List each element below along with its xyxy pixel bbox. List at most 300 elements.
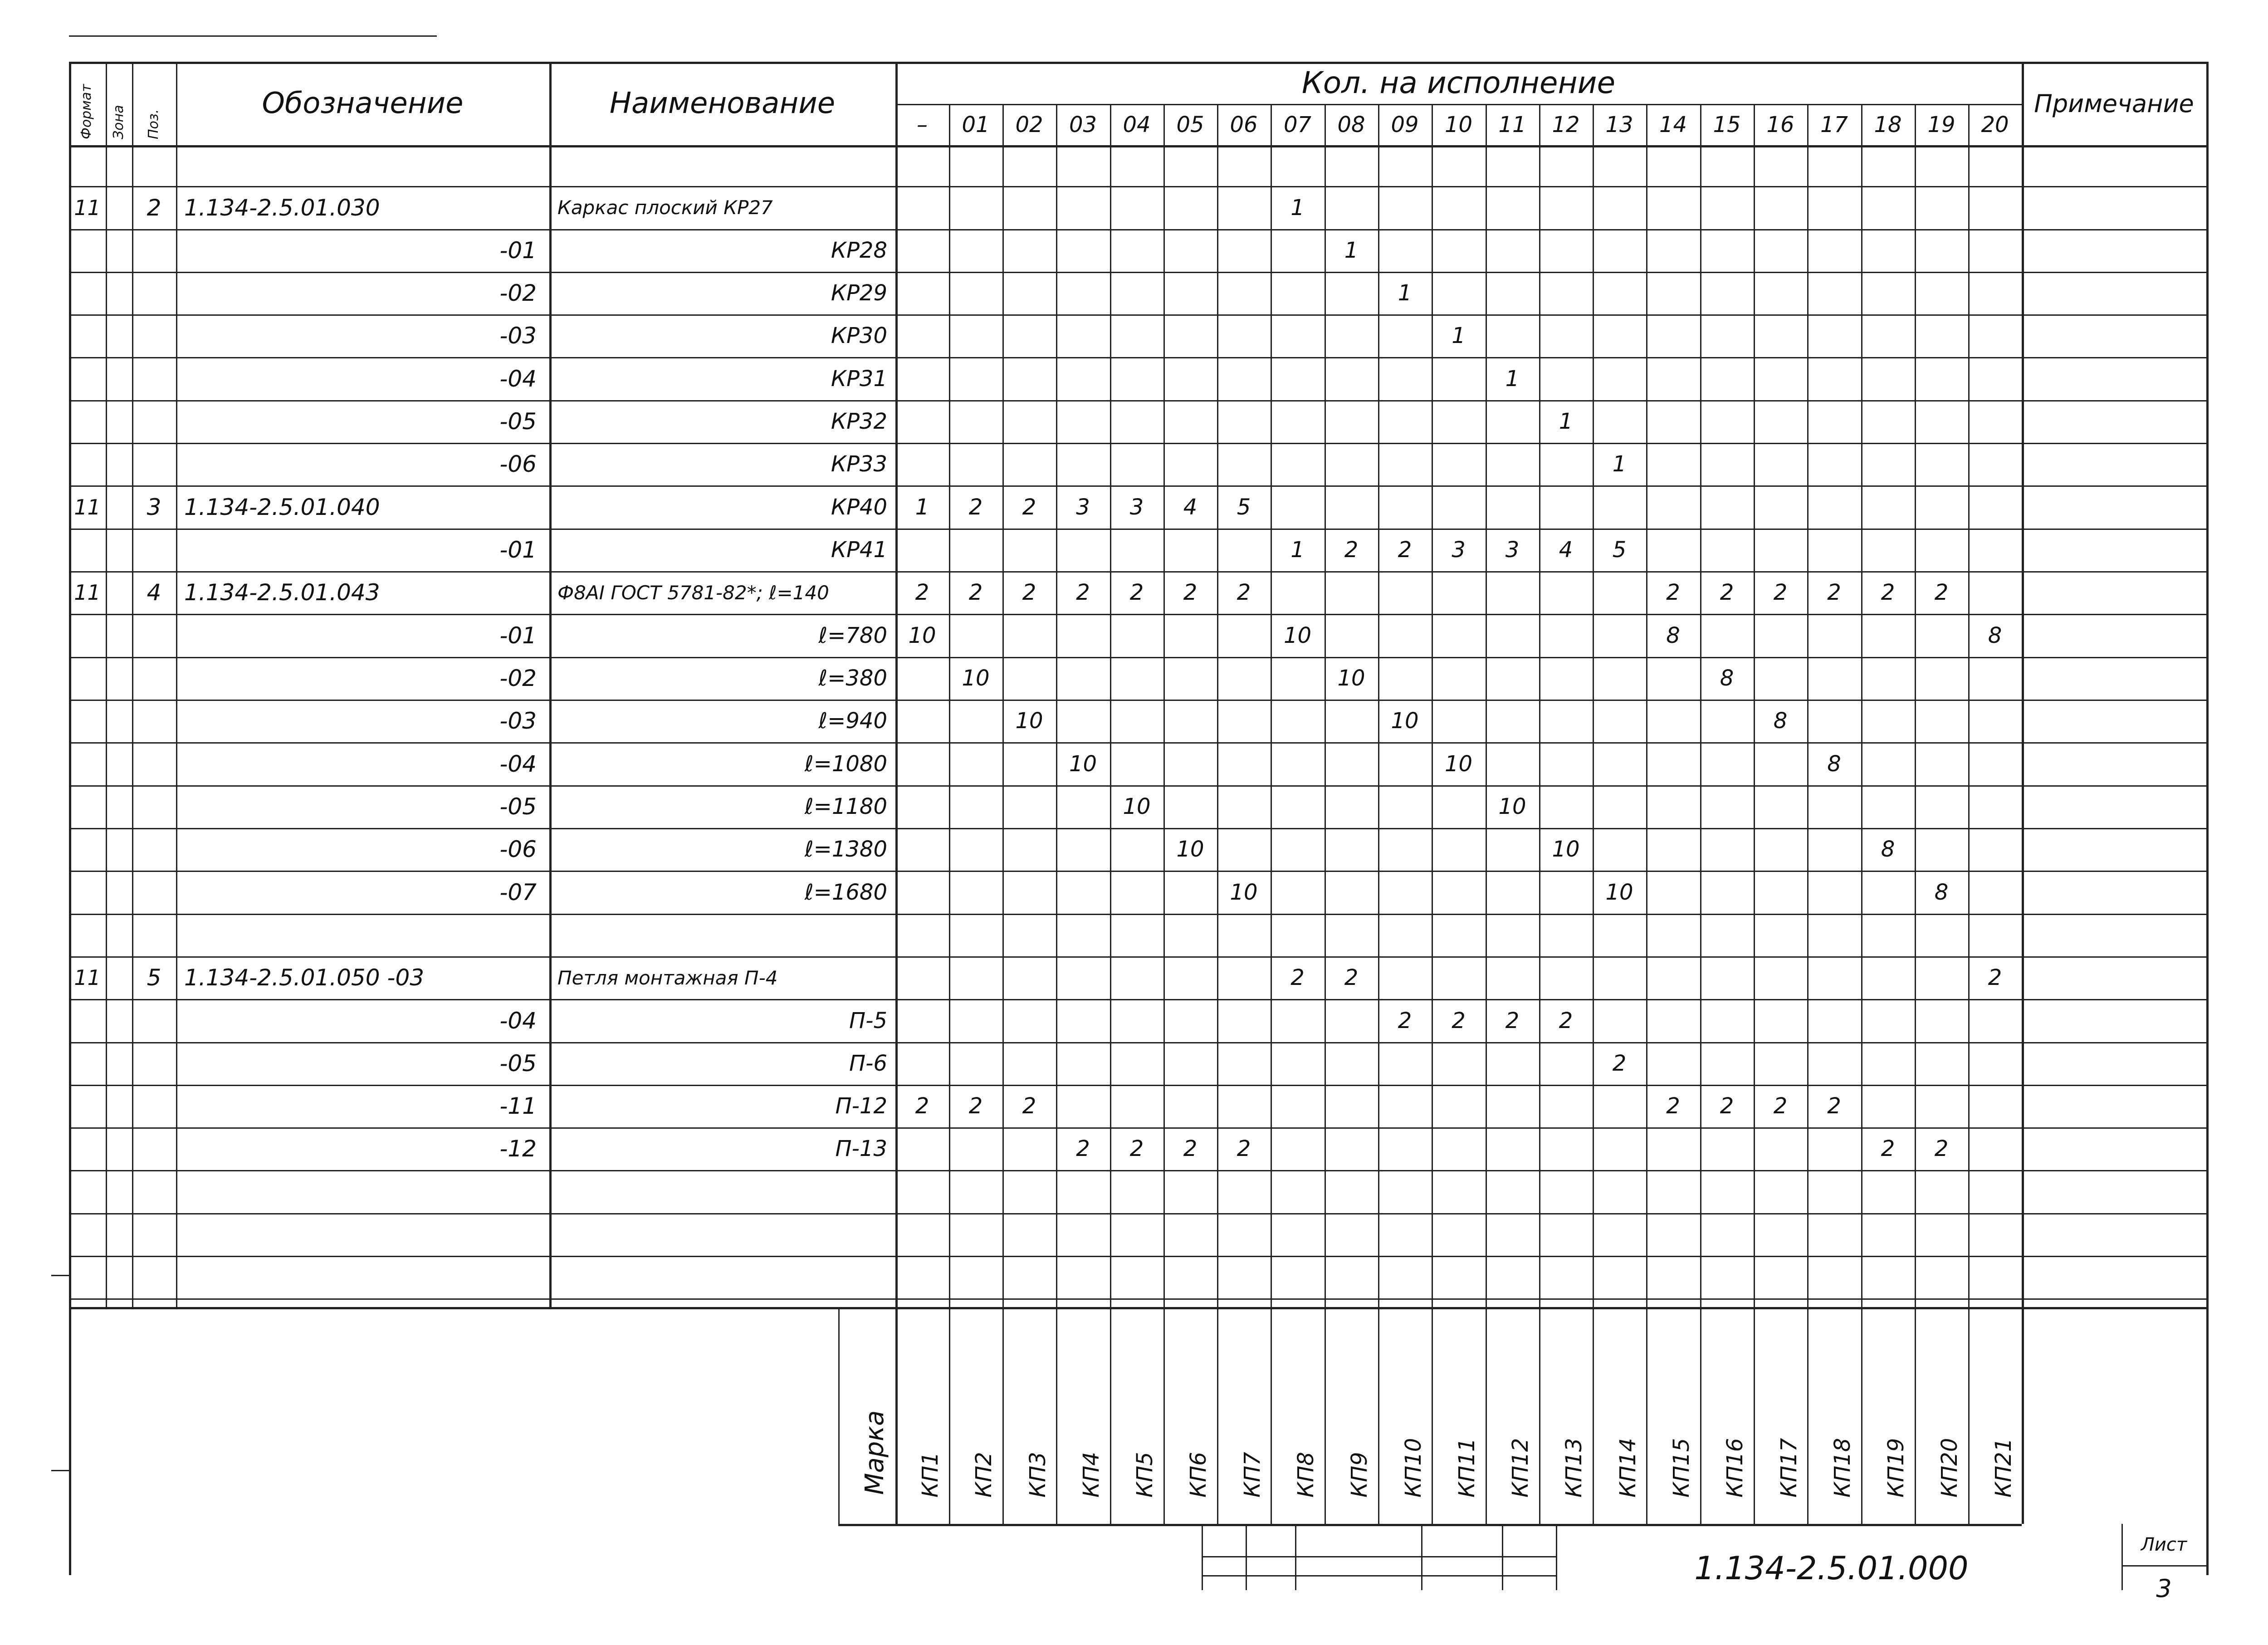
qty-cell	[1593, 571, 1646, 614]
qty-cell	[1968, 1256, 2022, 1298]
qty-cell	[1325, 700, 1378, 742]
qty-cell: 2	[1505, 1008, 1520, 1033]
marka-item: КП21	[1991, 1438, 2016, 1498]
qty-cell	[949, 871, 1002, 914]
zone-cell	[106, 785, 132, 828]
qty-cell	[1163, 614, 1217, 657]
qty-cell	[1646, 657, 1700, 700]
qty-cell: 2	[968, 580, 983, 605]
qty-cell: 10	[1391, 708, 1419, 734]
qty-cell	[1217, 742, 1271, 785]
name-cell: Каркас плоский КР27	[557, 196, 773, 219]
qty-cell: 2	[1881, 1136, 1895, 1161]
name-cell: КР41	[831, 537, 887, 563]
position-cell	[132, 999, 176, 1042]
qty-cell	[1378, 828, 1432, 871]
title-block-line	[1556, 1524, 1557, 1590]
qty-cell	[1056, 357, 1110, 400]
header-note: Примечание	[2034, 89, 2194, 118]
qty-cell	[1271, 871, 1325, 914]
qty-cell	[1325, 1042, 1378, 1085]
name-cell: Ф8АI ГОСТ 5781-82*; ℓ=140	[557, 581, 829, 604]
header-name: Наименование	[609, 87, 836, 120]
qty-cell	[1163, 742, 1217, 785]
qty-cell	[1325, 357, 1378, 400]
marka-item: КП4	[1079, 1452, 1104, 1498]
qty-cell	[1378, 229, 1432, 272]
qty-cell	[1486, 443, 1539, 485]
zone-cell	[106, 443, 132, 485]
qty-cell	[1163, 443, 1217, 485]
qty-cell	[1539, 1127, 1593, 1170]
qty-cell	[1271, 657, 1325, 700]
qty-cell	[1486, 1127, 1539, 1170]
marka-item: КП13	[1561, 1438, 1587, 1498]
qty-cell	[1432, 657, 1486, 700]
qty-cell	[1110, 828, 1163, 871]
qty-cell	[1217, 700, 1271, 742]
qty-cell	[1163, 1213, 1217, 1256]
qty-cell	[1861, 1256, 1915, 1298]
qty-cell	[1915, 956, 1968, 999]
qty-cell	[1110, 443, 1163, 485]
qty-cell	[1861, 443, 1915, 485]
format-cell	[69, 272, 106, 314]
qty-cell	[949, 742, 1002, 785]
qty-cell	[1486, 400, 1539, 443]
qty-cell	[1432, 1213, 1486, 1256]
qty-cell: 1	[1398, 280, 1412, 306]
qty-cell	[1807, 186, 1861, 229]
qty-cell	[1807, 1170, 1861, 1213]
qty-cell	[1110, 742, 1163, 785]
qty-cell	[1056, 956, 1110, 999]
name-cell	[549, 1170, 895, 1213]
qty-cell	[1539, 357, 1593, 400]
qty-cell	[1915, 1085, 1968, 1127]
qty-cell	[1217, 529, 1271, 571]
qty-cell: 1	[1612, 451, 1627, 477]
qty-cell	[895, 1170, 949, 1213]
qty-cell	[1486, 1170, 1539, 1213]
qty-cell	[1915, 314, 1968, 357]
qty-cell	[1056, 186, 1110, 229]
qty-cell	[1539, 145, 1593, 186]
variant-header-13: 13	[1605, 112, 1633, 137]
qty-cell	[1002, 357, 1056, 400]
designation-cell: -05	[499, 408, 537, 435]
qty-cell	[1646, 1042, 1700, 1085]
qty-cell	[1539, 443, 1593, 485]
qty-cell	[949, 400, 1002, 443]
qty-cell	[1056, 1170, 1110, 1213]
qty-cell	[1002, 1127, 1056, 1170]
zone-cell	[106, 229, 132, 272]
qty-cell	[1486, 1256, 1539, 1298]
qty-cell	[1593, 145, 1646, 186]
name-cell: ℓ=380	[818, 666, 887, 691]
qty-cell	[1646, 785, 1700, 828]
qty-cell	[895, 785, 949, 828]
qty-cell	[1217, 1256, 1271, 1298]
qty-cell	[1700, 145, 1754, 186]
qty-cell	[1593, 614, 1646, 657]
qty-cell	[1861, 914, 1915, 956]
qty-cell	[1378, 742, 1432, 785]
qty-cell	[1807, 828, 1861, 871]
qty-cell	[1861, 871, 1915, 914]
designation-cell	[176, 1213, 549, 1256]
qty-cell	[1861, 700, 1915, 742]
designation-cell: -05	[499, 793, 537, 820]
designation-cell: -01	[499, 622, 537, 649]
qty-cell	[1539, 485, 1593, 529]
format-cell	[69, 529, 106, 571]
format-cell	[69, 871, 106, 914]
qty-cell	[1968, 1042, 2022, 1085]
qty-cell	[1754, 186, 1807, 229]
name-cell: ℓ=1380	[804, 837, 887, 862]
name-cell	[549, 914, 895, 956]
qty-cell	[1754, 145, 1807, 186]
qty-cell	[1861, 314, 1915, 357]
qty-cell	[1968, 229, 2022, 272]
zone-cell	[106, 272, 132, 314]
designation-cell: 1.134-2.5.01.043	[184, 579, 380, 606]
position-cell	[132, 914, 176, 956]
qty-cell	[1056, 785, 1110, 828]
qty-cell	[1271, 1213, 1325, 1256]
qty-cell	[1056, 871, 1110, 914]
qty-cell	[1861, 1213, 1915, 1256]
qty-cell	[949, 229, 1002, 272]
designation-cell: -06	[499, 451, 537, 477]
position-cell: 4	[147, 579, 161, 606]
qty-cell: 8	[1934, 879, 1949, 905]
qty-cell	[1861, 485, 1915, 529]
position-cell	[132, 1256, 176, 1298]
zone-cell	[106, 571, 132, 614]
qty-cell	[1432, 1042, 1486, 1085]
variant-header-0: –	[917, 112, 928, 137]
qty-cell	[1807, 956, 1861, 999]
qty-cell	[1915, 485, 1968, 529]
qty-cell	[1432, 1170, 1486, 1213]
qty-cell: 2	[1022, 580, 1036, 605]
variant-header-8: 08	[1337, 112, 1365, 137]
name-cell	[549, 145, 895, 186]
qty-cell: 2	[1290, 965, 1305, 990]
qty-cell	[1915, 1170, 1968, 1213]
qty-cell	[1539, 229, 1593, 272]
qty-cell: 10	[1069, 751, 1097, 777]
qty-cell	[1378, 785, 1432, 828]
qty-cell	[1378, 614, 1432, 657]
qty-cell: 2	[1934, 1136, 1949, 1161]
qty-cell	[1110, 1170, 1163, 1213]
qty-cell	[1432, 485, 1486, 529]
qty-cell	[1754, 657, 1807, 700]
qty-cell	[1056, 272, 1110, 314]
qty-cell: 3	[1129, 494, 1144, 520]
qty-cell	[1539, 657, 1593, 700]
qty-cell	[1539, 785, 1593, 828]
qty-cell	[1271, 400, 1325, 443]
qty-cell	[1807, 485, 1861, 529]
zone-cell	[106, 186, 132, 229]
qty-cell: 10	[1498, 794, 1526, 819]
qty-cell	[1915, 828, 1968, 871]
qty-cell	[1002, 914, 1056, 956]
designation-cell: 1.134-2.5.01.050 -03	[184, 964, 425, 991]
format-cell	[69, 614, 106, 657]
qty-cell	[1110, 871, 1163, 914]
qty-cell	[1163, 357, 1217, 400]
qty-cell	[1325, 828, 1378, 871]
qty-cell	[1968, 700, 2022, 742]
qty-cell	[1968, 571, 2022, 614]
variant-header-17: 17	[1820, 112, 1848, 137]
qty-cell	[1325, 400, 1378, 443]
qty-cell	[1807, 657, 1861, 700]
name-cell: ℓ=1180	[804, 794, 887, 819]
qty-cell	[1539, 956, 1593, 999]
qty-cell	[1754, 614, 1807, 657]
format-cell	[69, 1256, 106, 1298]
qty-cell	[1968, 400, 2022, 443]
name-cell: ℓ=1680	[804, 879, 887, 905]
format-cell	[69, 1042, 106, 1085]
zone-cell	[106, 742, 132, 785]
qty-cell: 1	[1290, 537, 1305, 563]
format-cell	[69, 1085, 106, 1127]
qty-cell	[1754, 485, 1807, 529]
qty-cell	[1002, 314, 1056, 357]
qty-cell: 1	[915, 494, 929, 520]
position-cell	[132, 742, 176, 785]
name-cell: П-6	[849, 1051, 887, 1076]
qty-cell	[1539, 1042, 1593, 1085]
qty-cell: 8	[1827, 751, 1841, 777]
qty-cell	[1163, 1042, 1217, 1085]
variant-header-3: 03	[1069, 112, 1097, 137]
qty-cell	[1432, 614, 1486, 657]
qty-cell	[1593, 186, 1646, 229]
position-cell	[132, 657, 176, 700]
qty-cell	[1968, 314, 2022, 357]
qty-cell	[1700, 871, 1754, 914]
qty-cell	[1002, 742, 1056, 785]
qty-cell	[1432, 956, 1486, 999]
qty-cell	[1325, 1213, 1378, 1256]
variant-header-15: 15	[1713, 112, 1741, 137]
qty-cell	[1271, 742, 1325, 785]
qty-cell	[1539, 914, 1593, 956]
qty-cell	[1861, 229, 1915, 272]
qty-cell	[1056, 314, 1110, 357]
qty-cell	[1163, 186, 1217, 229]
zone-cell	[106, 1085, 132, 1127]
qty-cell	[1915, 1213, 1968, 1256]
designation-cell	[176, 1256, 549, 1298]
qty-cell	[1915, 742, 1968, 785]
marka-item: КП20	[1937, 1438, 1962, 1498]
qty-cell	[1163, 785, 1217, 828]
qty-cell	[1700, 357, 1754, 400]
variant-header-16: 16	[1766, 112, 1794, 137]
header-qty-title: Кол. на исполнение	[1301, 65, 1616, 100]
zone-cell	[106, 1256, 132, 1298]
qty-cell	[1002, 657, 1056, 700]
qty-cell	[1217, 1170, 1271, 1213]
qty-cell: 2	[915, 580, 929, 605]
qty-cell	[1968, 1085, 2022, 1127]
qty-cell	[1002, 400, 1056, 443]
zone-cell	[106, 314, 132, 357]
qty-cell	[1110, 314, 1163, 357]
qty-cell	[1700, 742, 1754, 785]
qty-cell	[1110, 229, 1163, 272]
qty-cell	[1217, 828, 1271, 871]
qty-cell	[1432, 229, 1486, 272]
qty-cell	[949, 1170, 1002, 1213]
qty-cell	[1002, 1170, 1056, 1213]
qty-cell	[1915, 999, 1968, 1042]
sheet-label: Лист	[2141, 1534, 2187, 1555]
qty-cell	[1807, 1042, 1861, 1085]
qty-cell	[1110, 914, 1163, 956]
qty-cell	[1700, 1042, 1754, 1085]
qty-cell: 2	[1076, 580, 1090, 605]
position-cell	[132, 529, 176, 571]
qty-cell	[1861, 1170, 1915, 1213]
qty-cell	[1056, 443, 1110, 485]
qty-cell	[1807, 229, 1861, 272]
qty-cell: 10	[962, 666, 990, 691]
qty-cell	[1163, 272, 1217, 314]
variant-header-18: 18	[1874, 112, 1902, 137]
qty-cell	[949, 999, 1002, 1042]
qty-cell	[1861, 272, 1915, 314]
qty-cell	[1163, 871, 1217, 914]
qty-cell	[1915, 186, 1968, 229]
qty-cell	[1700, 443, 1754, 485]
qty-cell: 10	[1230, 879, 1258, 905]
qty-cell	[1754, 742, 1807, 785]
qty-cell	[1700, 186, 1754, 229]
qty-cell	[1378, 1085, 1432, 1127]
format-cell: 11	[74, 195, 101, 220]
qty-cell	[1915, 1042, 1968, 1085]
qty-cell	[1646, 272, 1700, 314]
qty-cell	[1271, 1127, 1325, 1170]
format-cell	[69, 700, 106, 742]
qty-cell	[1271, 1085, 1325, 1127]
qty-cell	[1593, 485, 1646, 529]
qty-cell	[1646, 357, 1700, 400]
qty-cell	[1163, 1170, 1217, 1213]
format-cell	[69, 785, 106, 828]
zone-cell	[106, 657, 132, 700]
qty-cell	[1593, 1127, 1646, 1170]
qty-cell	[1646, 1213, 1700, 1256]
position-cell	[132, 871, 176, 914]
qty-cell	[1325, 871, 1378, 914]
position-cell: 2	[147, 194, 161, 221]
qty-cell	[1486, 229, 1539, 272]
qty-cell	[1968, 871, 2022, 914]
qty-cell	[1271, 571, 1325, 614]
position-cell	[132, 272, 176, 314]
qty-cell	[1486, 871, 1539, 914]
qty-cell	[1700, 1213, 1754, 1256]
qty-cell	[1271, 272, 1325, 314]
qty-cell	[1915, 700, 1968, 742]
qty-cell	[1056, 1213, 1110, 1256]
qty-cell: 2	[1827, 1093, 1841, 1119]
qty-cell	[895, 1042, 949, 1085]
qty-cell: 2	[1666, 1093, 1680, 1119]
qty-cell	[1646, 229, 1700, 272]
qty-cell	[1163, 657, 1217, 700]
qty-cell: 2	[1934, 580, 1949, 605]
qty-cell	[1325, 785, 1378, 828]
variant-header-1: 01	[962, 112, 990, 137]
qty-cell	[1271, 229, 1325, 272]
qty-cell	[1002, 186, 1056, 229]
qty-cell: 1	[1452, 323, 1466, 348]
qty-cell	[1915, 272, 1968, 314]
qty-cell	[1486, 1213, 1539, 1256]
qty-cell	[1754, 529, 1807, 571]
qty-cell: 2	[1988, 965, 2002, 990]
designation-cell: -04	[499, 365, 537, 392]
qty-cell	[1915, 400, 1968, 443]
title-block-line	[1421, 1524, 1422, 1590]
qty-cell	[1325, 999, 1378, 1042]
qty-cell	[1217, 614, 1271, 657]
qty-cell	[949, 186, 1002, 229]
qty-cell	[1593, 828, 1646, 871]
qty-cell	[1593, 1170, 1646, 1213]
qty-cell: 2	[1183, 580, 1198, 605]
qty-cell: 2	[1129, 580, 1144, 605]
qty-cell	[1002, 229, 1056, 272]
qty-cell	[1700, 485, 1754, 529]
qty-cell	[1432, 443, 1486, 485]
qty-cell	[895, 186, 949, 229]
qty-cell	[1807, 614, 1861, 657]
qty-cell	[1217, 229, 1271, 272]
zone-cell	[106, 145, 132, 186]
position-cell	[132, 1085, 176, 1127]
qty-cell	[949, 785, 1002, 828]
marka-item: КП14	[1615, 1438, 1641, 1498]
qty-cell	[1163, 1256, 1217, 1298]
qty-cell	[1486, 614, 1539, 657]
qty-cell	[1110, 145, 1163, 186]
marka-item: КП12	[1508, 1438, 1533, 1498]
designation-cell: -06	[499, 836, 537, 862]
zone-cell	[106, 614, 132, 657]
qty-cell	[1861, 999, 1915, 1042]
qty-cell	[1110, 1213, 1163, 1256]
qty-cell	[949, 1127, 1002, 1170]
qty-cell	[1646, 186, 1700, 229]
zone-cell	[106, 700, 132, 742]
qty-cell	[895, 1213, 949, 1256]
qty-cell	[1968, 1170, 2022, 1213]
